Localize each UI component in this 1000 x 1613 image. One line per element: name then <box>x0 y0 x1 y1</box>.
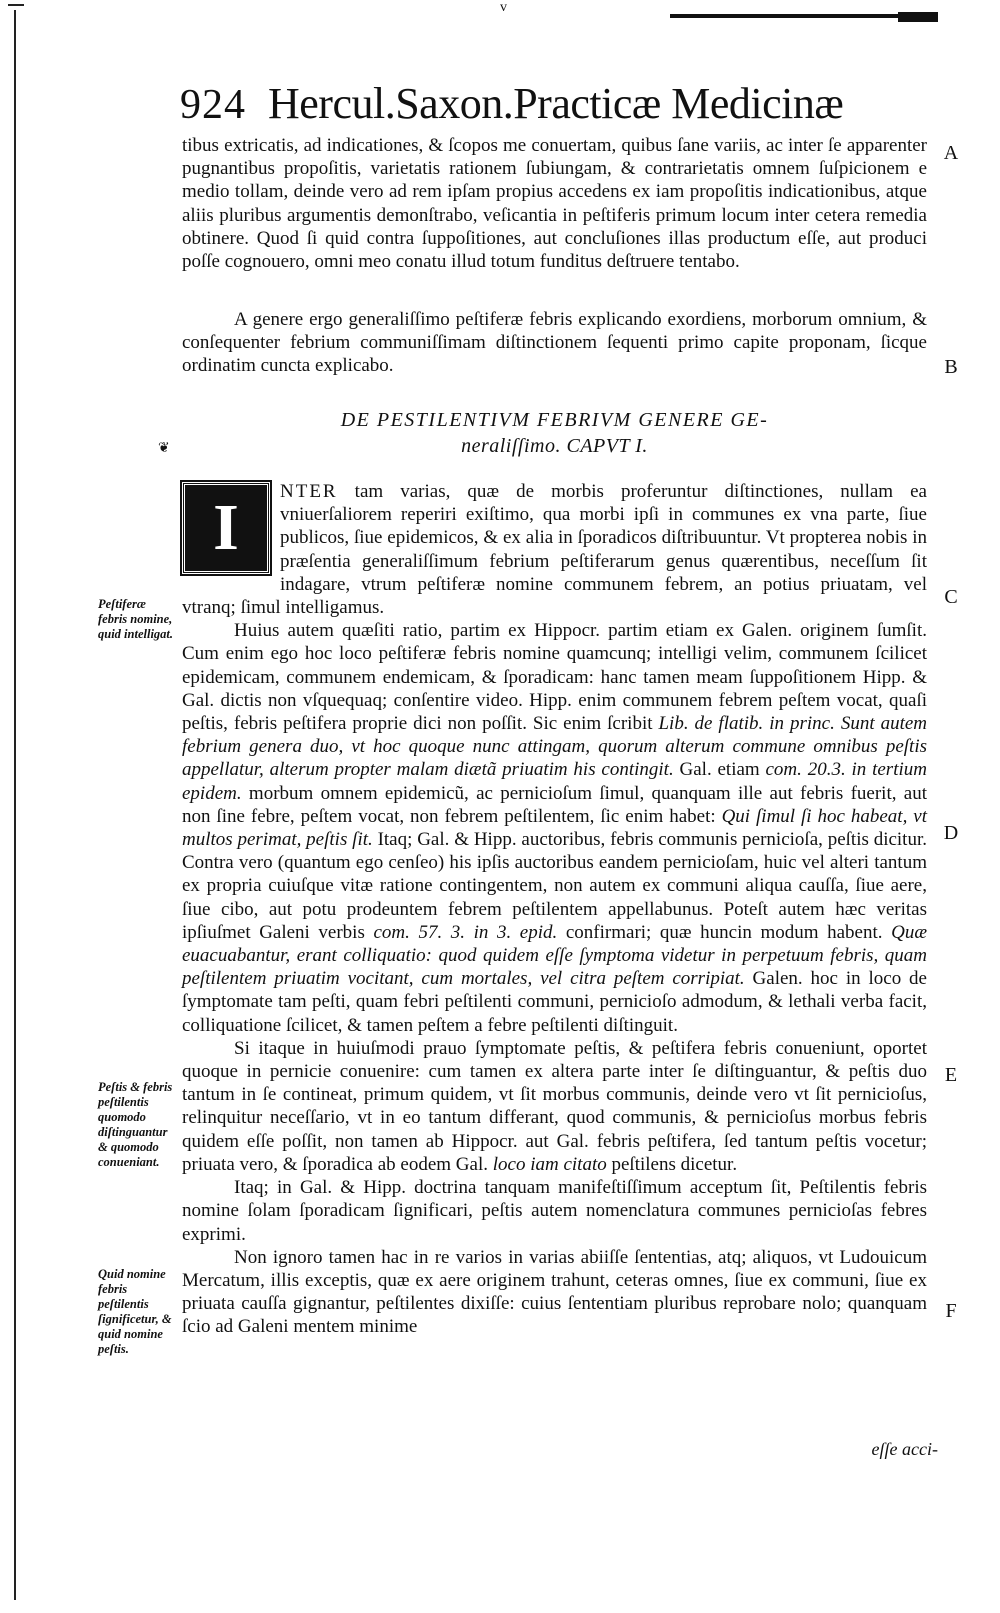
side-letter-b: B <box>944 356 958 378</box>
genus-paragraph <box>182 308 927 378</box>
huius-paragraph <box>182 619 927 1037</box>
page-gutter-line <box>14 10 16 1600</box>
itaq-paragraph: Itaq; in Gal. & Hipp. doctrina tanquam manifeſtiſſimum acceptum ſit, Peſtilentis febris nomine ſolam ſporadicam ſignificari, peſtis autem nomenclatura communes pernicioſas febres exprimi. <box>182 1177 927 1245</box>
top-mark: v <box>500 0 507 15</box>
chapter-opening <box>182 480 927 619</box>
intro-text: tibus extricatis, ad indicationes, & ſcopos me conuertam, quibus ſane variis, ac inter ſe apparenter pugnantibus propoſitis, varietatis rationem ſubiungam, & contrarietatis omnem ſuſpicionem e medio tollam, deinde vero ad rem ipſam propius accedens ex iam propoſitis indicationibus, atque aliis pluribus argumentis demonſtrabo, veſicantia in peſtiferis primum locum inter cetera remedia obtinere. Quod ſi quid contra ſuppoſitiones, aut concluſiones illas productum eſſe, aut produci poſſe cognouero, omni meo conatu illud totum funditus deſtruere tentabo. <box>182 135 927 273</box>
page-number: 924 <box>180 82 246 128</box>
text-run: Gal. etiam <box>673 759 766 781</box>
chapter-title-line2: neraliſſimo. CAPVT I. <box>461 435 648 457</box>
side-letter-c: C <box>944 586 958 608</box>
citation: com. 57. 3. in 3. epid. <box>373 921 558 943</box>
decorated-initial: I <box>182 482 270 574</box>
margin-note-2: Peſtis & febris peſtilentis quomodo diſtinguantur & quomodo conueniant. <box>98 1080 173 1169</box>
quotation: Qui ſimul ſi hoc habeat, vt multos perimat, peſtis ſit. <box>182 805 927 851</box>
quotation: Quæ euacuabantur, erant colliquatio: quod quidem eſſe ſymptoma videtur in perpetuum febris, quam peſtilentem priuatim vocitant, cum mortales, vel citra peſtem corripiat. <box>182 921 927 990</box>
ornament-mark: ❦ <box>158 441 170 456</box>
quotation: Sunt autem febrium genera duo, vt hoc quoque nunc attingam, quorum alterum commune omnibus peſtis appellatur, alterum propter malam diætã priuatim his contingit. <box>182 713 927 781</box>
side-letter-e: E <box>944 1064 958 1086</box>
citation: Lib. de flatib. in princ. <box>658 713 835 735</box>
top-bar <box>898 12 938 22</box>
text-run: Si itaque in huiuſmodi prauo ſymptomate peſtis, & peſtifera febris conueniunt, oportet quoque in pernicie conuenire: cum tamen ex altera parte inter ſe diſtinguantur, & peſtis duo tantum in ſe contineat, primum quidem, vt ſit morbus communis, deinde vero vt ſit pernicioſus, relinquitur neceſſario, vt in eo tantum differant, quod communis, & pernicioſus morbus febris quidem eſſe poſſit, non tamen ab Hippocr. aut Gal. febris peſtifera, ſed tantum peſtis vocetur; priuata vero, & ſporadica ab eodem Gal. <box>182 1037 927 1175</box>
catchword: eſſe acci- <box>871 1439 938 1459</box>
text-run: peſtilens dicetur. <box>606 1153 738 1175</box>
running-header <box>180 78 940 130</box>
margin-note-3: Quid nomine febris peſtilentis ſignificetur, & quid nomine peſtis. <box>98 1267 172 1356</box>
side-letter-d: D <box>943 822 959 844</box>
side-letter-a: A <box>943 142 959 164</box>
chapter-title-line1: DE PESTILENTIVM FEBRIVM GENERE GE- <box>340 409 769 431</box>
non-ignoro-paragraph: Non ignoro tamen hac in re varios in varias abiiſſe ſententias, atq; aliquos, vt Ludouicum Mercatum, illis exceptis, quæ ex aere originem trahunt, ceteras omnes, ſiue ex communi, ſiue ex priuata cauſſa gignantur, peſtilentes dixiſſe: cuius ſententiam pluribus reprobare nolo; quanquam ſcio ad Galeni mentem minime <box>182 1246 927 1338</box>
genus-text: A genere ergo generaliſſimo peſtiferæ febris explicando exordiens, morborum omnium, & conſequenter febrium communiſſimam diſtinctionem ſequenti primo capite proponam, ſicque ordinatim cuncta explicabo. <box>182 309 927 377</box>
opening-small-caps: NTER <box>280 481 338 502</box>
text-run: Huius autem quæſiti ratio, partim ex Hippocr. partim etiam ex Galen. originem ſumſit. Cum enim ego hoc loco peſtiferæ febris nomine quamcunq; intelligi velim, communem ſcilicet epidemicam, communem endemicam, & ſporadicam: hanc tamen meam ſuppoſitionem Hipp. & Gal. dictis non vſquequaq; conſentire video. Hipp. enim communem febrem peſtem vocat, quaſi peſtis, febris peſtifera proprie dici non poſſit. Sic enim ſcribit <box>182 620 927 735</box>
page-corner-mark <box>8 4 24 16</box>
citation: loco iam citato <box>492 1153 607 1175</box>
si-paragraph <box>182 1037 927 1176</box>
citation: com. 20.3. in tertium epidem. <box>182 759 927 804</box>
side-letter-f: F <box>945 1300 957 1322</box>
text-run: Itaq; Gal. & Hipp. auctoribus, febris communis pernicioſa, peſtis dicitur. Contra vero (quantum ego cenſeo) his ipſis auctoribus eandem pernicioſam, huic vel alteri tantum ex propria cuiuſque vitæ ratione contingentem, non autem ex communi aliqua cauſſa, ſiue aere, ſiue cibo, aut potu prodeuntem febrem peſtilentem appellabunus. Poteſt autem hæc veritas ipſiuſmet Galeni verbis <box>182 829 927 943</box>
opening-text: tam varias, quæ de morbis proferuntur diſtinctiones, nullam ea vniuerſaliorem reperiri exiſtimo, qua morbi ipſi in communes ex vna parte, ſiue publicos, ſiue epidemicos, & ex alia in ſporadicos diſtribuuntur. Vt propterea nobis in præſentia generaliſſimum febrium peſtiferarum genus quærentibus, neceſſum ſit indagare, vtrum peſtiferæ nomine communem febrem, an potius priuatam, vel vtranq; ſimul intelligamus. <box>182 481 927 619</box>
chapter-body <box>182 480 927 1339</box>
margin-note-1: Peſtiferæ febris nomine, quid intelligat. <box>98 597 174 641</box>
text-run: confirmari; quæ huncin modum habent. <box>557 921 892 943</box>
intro-paragraph <box>182 134 927 273</box>
top-rule <box>670 14 930 18</box>
running-title: Hercul.Saxon.Practicæ Medicinæ <box>268 79 844 128</box>
text-run: morbum omnem epidemicũ, ac pernicioſum ſimul, quanquam ille aut febris fuerit, aut non ſine febre, peſtem vocat, non febrem peſtilentem, ſic enim habet: <box>182 782 927 827</box>
text-run: Galen. hoc in loco de ſymptomate tam peſti, quam febri peſtilenti communi, pernicioſo admodum, & lethali verba facit, colliquatione ſcilicet, & tamen peſtem a febre peſtilenti diſtinguit. <box>182 968 927 1036</box>
